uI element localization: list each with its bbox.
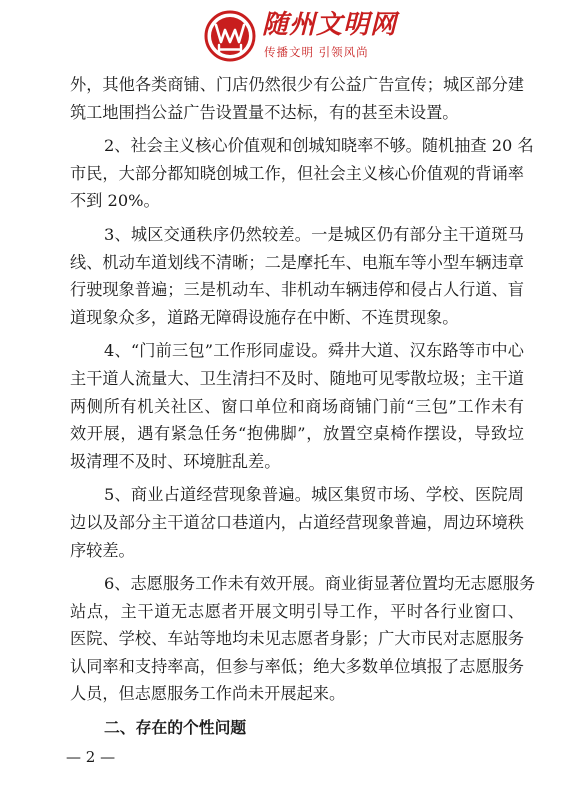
text-line: 道现象众多，道路无障碍设施存在中断、不连贯现象。	[70, 307, 459, 327]
text-line: 站点，主干道无志愿者开展文明引导工作，平时各行业窗口、	[70, 601, 524, 621]
site-name: 随州文明网	[262, 10, 398, 40]
paragraph-item-6	[70, 570, 536, 708]
text-line: 认同率和支持率高，但参与率低；绝大多数单位填报了志愿服务	[70, 656, 524, 676]
text-line: 线、机动车道划线不清晰；二是摩托车、电瓶车等小型车辆违章	[70, 252, 524, 272]
page-number: — 2 —	[66, 748, 116, 766]
paragraph-item-3	[70, 221, 524, 331]
text-line: 两侧所有机关社区、窗口单位和商场商铺门前“三包”工作未有	[70, 396, 524, 416]
text-line: 3、城区交通秩序仍然较差。一是城区仍有部分主干道斑马	[104, 224, 524, 244]
text-line: 5、商业占道经营现象普遍。城区集贸市场、学校、医院周	[104, 485, 524, 505]
paragraph-continuation	[70, 71, 524, 126]
document-body	[70, 71, 536, 742]
site-slogan: 传播文明 引领风尚	[264, 45, 369, 59]
paragraph-item-4	[70, 337, 524, 475]
text-line: 不到 20%。	[70, 191, 160, 211]
text-line: 边以及部分主干道岔口巷道内，占道经营现象普遍，周边环境秩	[70, 512, 524, 532]
text-line: 主干道人流量大、卫生清扫不及时、随地可见零散垃圾；主干道	[70, 368, 524, 388]
paragraph-item-5	[70, 481, 524, 564]
text-line: 人员，但志愿服务工作尚未开展起来。	[70, 684, 346, 704]
section-heading: 二、存在的个性问题	[104, 718, 247, 738]
text-line: 圾清理不及时、环境脏乱差。	[70, 451, 281, 471]
text-line: 序较差。	[70, 540, 135, 560]
text-line: 市民，大部分都知晓创城工作，但社会主义核心价值观的背诵率	[70, 163, 524, 183]
text-line: 效开展，遇有紧急任务“抱佛脚”，放置空桌椅作摆设，导致垃	[70, 424, 524, 444]
text-line: 医院、学校、车站等地均未见志愿者身影；广大市民对志愿服务	[70, 629, 524, 649]
paragraph-item-2	[70, 132, 534, 215]
wh-emblem-icon	[204, 10, 256, 62]
text-line: 6、志愿服务工作未有效开展。商业街显著位置均无志愿服务	[104, 574, 536, 594]
text-line: 4、“门前三包”工作形同虚设。舜井大道、汉东路等市中心	[104, 341, 524, 361]
text-line: 外，其他各类商铺、门店仍然很少有公益广告宣传；城区部分建	[70, 75, 524, 94]
text-line: 筑工地围挡公益广告设置量不达标，有的甚至未设置。	[70, 102, 459, 122]
text-line: 行驶现象普遍；三是机动车、非机动车辆违停和侵占人行道、盲	[70, 280, 524, 300]
site-logo[interactable]	[204, 8, 398, 64]
text-line: 2、社会主义核心价值观和创城知晓率不够。随机抽查 20 名	[104, 136, 534, 156]
